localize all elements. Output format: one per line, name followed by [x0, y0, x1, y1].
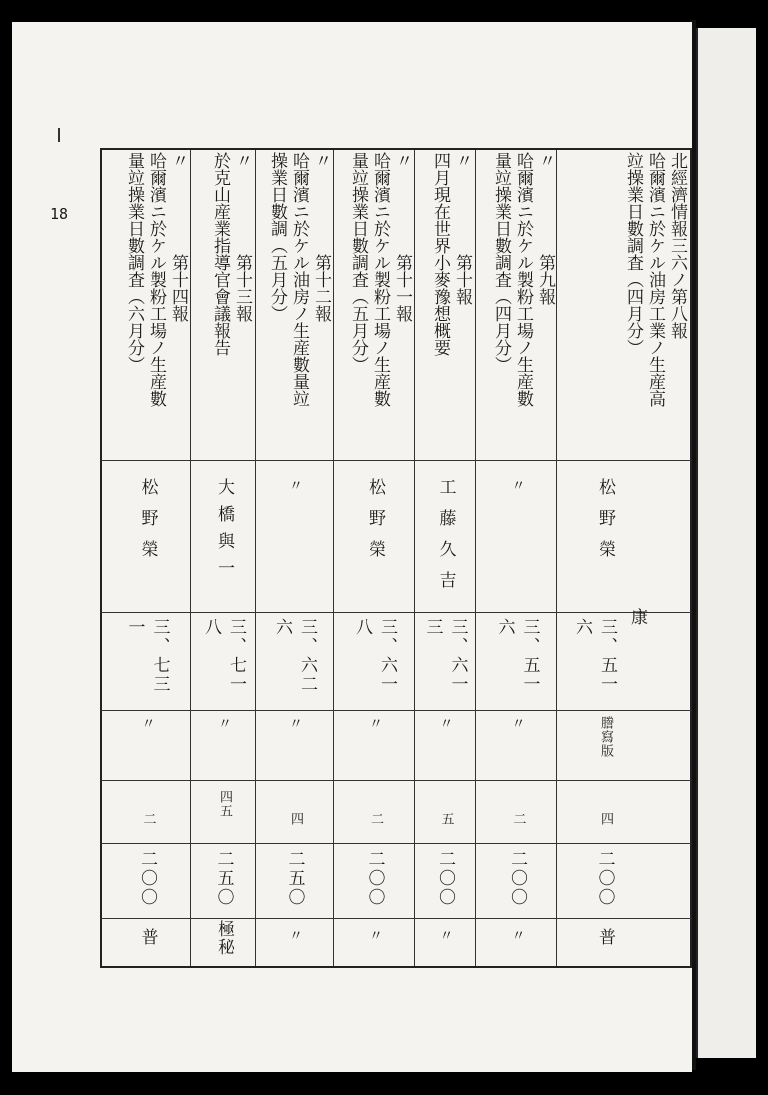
class-cell: 〃 [367, 928, 383, 943]
copies-cell: 二〇〇 [137, 850, 157, 907]
report-title-line: 量竝操業日數調査（四月分） [491, 152, 511, 373]
facing-page-edge [696, 28, 756, 1058]
report-title-line: 哈爾濱ニ於ケル製粉工場ノ生産數 [513, 152, 533, 407]
table-row [193, 152, 253, 457]
print-cell: 〃 [287, 716, 303, 731]
class-cell: 極秘 [214, 920, 234, 956]
date-cell: 三、五一六 [494, 618, 540, 694]
report-title-line: 哈爾濱ニ於ケル油房ノ生産數量竝 [289, 152, 309, 407]
class-cell: 〃 [509, 928, 526, 943]
table-row [258, 152, 332, 457]
corner-mark [58, 128, 60, 142]
report-title-line: 〃 第十二報 [311, 152, 331, 322]
class-cell: 〃 [287, 928, 303, 943]
table-row [418, 152, 473, 457]
separator-date [100, 710, 692, 711]
copies-cell: 二〇〇 [435, 850, 455, 907]
separator-pages [100, 843, 692, 844]
pages-cell: 五 [438, 812, 454, 826]
table-row [562, 152, 688, 457]
table-row [480, 152, 556, 457]
page-number: 18 [50, 205, 69, 223]
separator-author [100, 612, 692, 613]
pages-cell: 四五 [217, 790, 232, 818]
report-title-line: 量竝操業日數調査（六月分） [124, 152, 144, 373]
report-title-line: 〃 第十報 [452, 152, 472, 305]
report-title-line: 哈爾濱ニ於ケル油房工業ノ生産高 [645, 152, 665, 407]
separator-title [100, 460, 692, 461]
table-row [103, 152, 189, 457]
copies-cell: 二〇〇 [364, 850, 385, 907]
print-cell: 〃 [509, 716, 526, 731]
col-divider [255, 150, 256, 966]
print-cell: 〃 [437, 716, 454, 731]
report-title-line: 量竝操業日數調査（五月分） [348, 152, 368, 373]
print-cell: 〃 [367, 716, 383, 731]
report-title-line: 哈爾濱ニ於ケル製粉工場ノ生産數 [146, 152, 166, 407]
author-cell: 大橋與一 [214, 478, 234, 586]
col-divider [333, 150, 334, 966]
separator-print [100, 780, 692, 781]
report-title-line: 哈爾濱ニ於ケル製粉工場ノ生産數 [370, 152, 390, 407]
pages-cell: 四 [598, 812, 613, 826]
date-cell: 三、六一八 [352, 618, 397, 694]
col-divider [414, 150, 415, 966]
pages-cell: 四 [288, 812, 303, 826]
copies-cell: 二五〇 [213, 850, 234, 907]
table-row [337, 152, 413, 457]
pages-cell: 二 [368, 812, 383, 826]
pages-cell: 二 [140, 812, 156, 826]
author-cell: 〃 [509, 478, 526, 493]
author-suffix: 康 [627, 608, 647, 626]
report-title-line: 北經濟情報三六ノ第八報 [667, 152, 687, 339]
class-cell: 〃 [437, 928, 454, 943]
copies-cell: 二五〇 [284, 850, 305, 907]
separator-copies [100, 918, 692, 919]
report-title-line: 四月現在世界小麥豫想概要 [430, 152, 450, 356]
print-cell: 謄寫版 [598, 716, 613, 758]
report-title-line: 操業日數調（五月分） [267, 152, 287, 322]
date-cell: 三、六二六 [272, 618, 317, 694]
print-cell: 〃 [139, 716, 156, 731]
report-title-line: 〃 第十三報 [232, 152, 252, 322]
author-cell: 松野榮 [365, 478, 385, 571]
pages-cell: 二 [510, 812, 526, 826]
print-cell: 〃 [216, 716, 232, 731]
author-cell: 松野榮 [137, 478, 158, 571]
copies-cell: 二〇〇 [507, 850, 527, 907]
author-cell: 松野榮 [595, 478, 615, 571]
col-divider [475, 150, 476, 966]
class-cell: 普 [137, 928, 158, 946]
date-cell: 三、五一六 [572, 618, 617, 694]
date-cell: 三、七一八 [201, 618, 246, 694]
col-divider [556, 150, 557, 966]
author-cell: 工藤久吉 [435, 478, 456, 602]
report-title-line: 〃 第十四報 [168, 152, 188, 322]
col-divider [190, 150, 191, 966]
class-cell: 普 [595, 928, 615, 946]
report-title-line: 於克山産業指導官會議報告 [210, 152, 230, 356]
copies-cell: 二〇〇 [594, 850, 615, 907]
date-cell: 三、七三一 [124, 618, 170, 694]
report-title-line: 〃 第九報 [535, 152, 555, 305]
report-title-line: 竝操業日數調査（四月分） [623, 152, 643, 356]
date-cell: 三、六一三 [422, 618, 468, 694]
report-title-line: 〃 第十一報 [392, 152, 412, 322]
author-cell: 〃 [287, 478, 303, 493]
